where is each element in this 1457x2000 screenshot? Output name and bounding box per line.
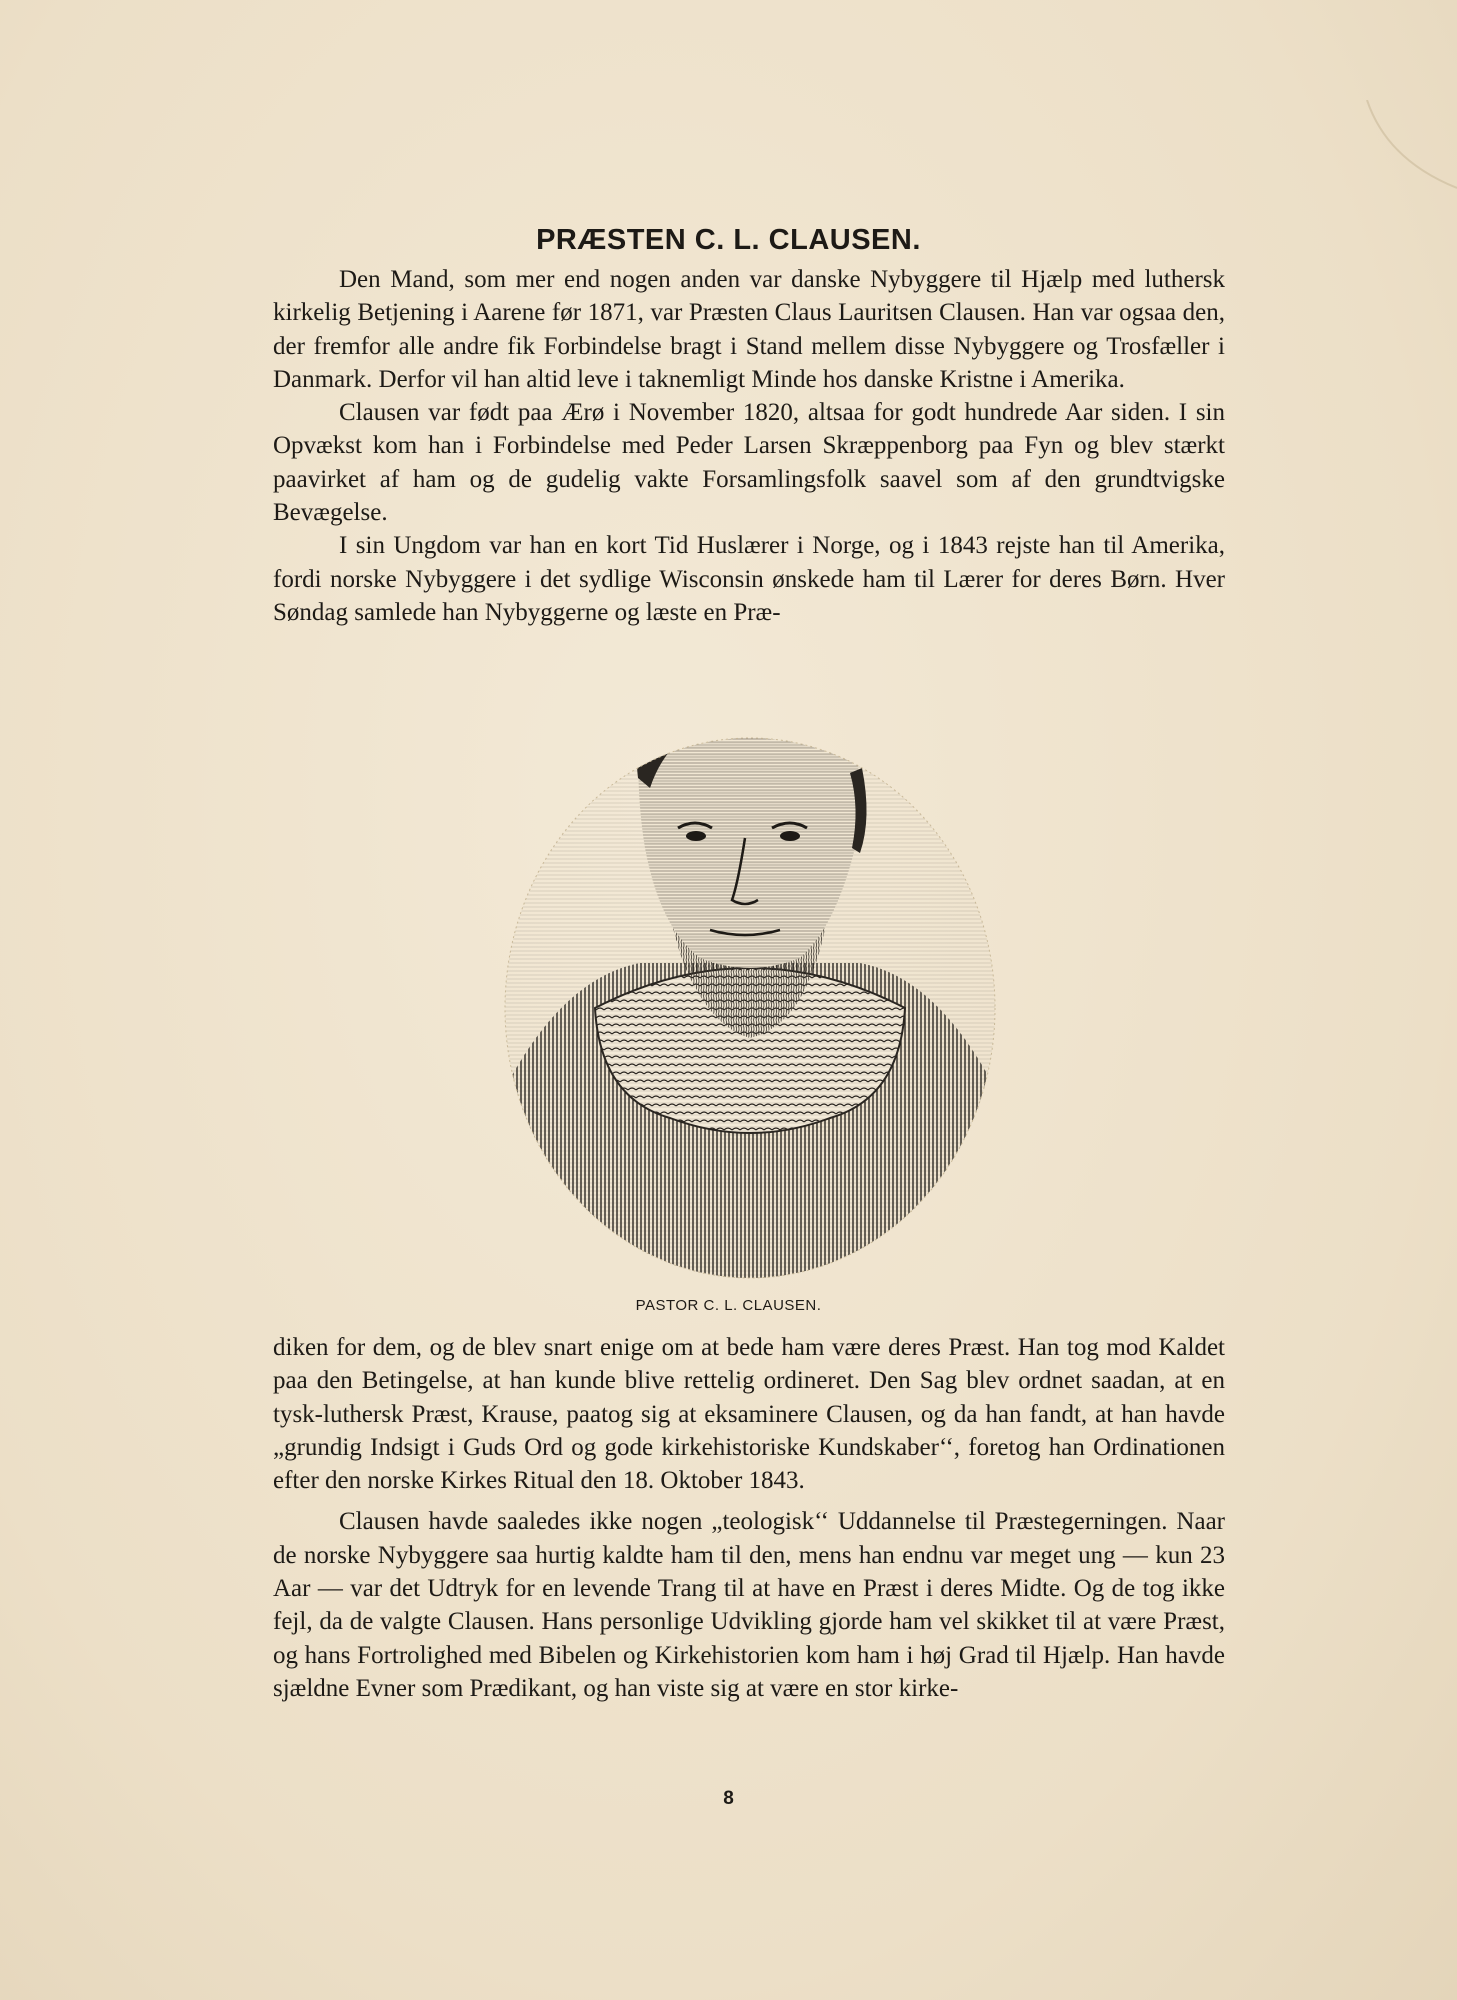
folded-corner-mark [1347,100,1457,190]
paragraph: I sin Ungdom var han en kort Tid Huslærer i Norge, og i 1843 rejste han til Amerika, fordi norske Nybyggere i det sydlige Wisconsin ønskede ham til Lærer for deres Børn. Hver Søndag samlede han Nybyggerne og læste en Præ- [273,532,1225,626]
figure-caption: PASTOR C. L. CLAUSEN. [635,1297,822,1314]
page-number: 8 [723,1788,734,1809]
paragraph: Clausen var født paa Ærø i November 1820, altsaa for godt hundrede Aar siden. I sin Opvækst kom han i Forbindelse med Peder Larsen Skræppenborg paa Fyn og blev stærkt paavirket af ham og de gudelig vakte Forsamlingsfolk saavel som af den grundtvigske Bevægelse. [273,399,1225,527]
paragraph: diken for dem, og de blev snart enige om at bede ham være deres Præst. Han tog mod Kaldet paa den Betingelse, at han kunde blive rettelig ordineret. Den Sag blev ordnet saadan, at en tysk-luthersk Præst, Krause, paatog sig at eksaminere Clausen, og da han fandt, at han havde „grundig Indsigt i Guds Ord og gode kirkehistoriske Kundskaber‘‘, foretog han Ordinationen efter den norske Kirkes Ritual den 18. Oktober 1843. [273,1334,1225,1495]
paragraph: Clausen havde saaledes ikke nogen „teologisk‘‘ Uddannelse til Præstegerningen. Naar de norske Nybyggere saa hurtig kaldte ham til den, mens han endnu var meget ung — kun 23 Aar — var det Udtryk for en levende Trang til at have en Præst i deres Midte. Og de tog ikke fejl, da de valgte Clausen. Hans personlige Udvikling gjorde ham vel skikket til at være Præst, og hans Fortrolighed med Bibelen og Kirkehistorien kom ham i høj Grad til Hjælp. Han havde sjældne Evner som Prædikant, og han viste sig at være en stor kirke- [273,1508,1225,1702]
paragraph: Den Mand, som mer end nogen anden var danske Nybyggere til Hjælp med luthersk kirkelig Betjening i Aarene før 1871, var Præsten Claus Lauritsen Clausen. Han var ogsaa den, der fremfor alle andre fik Forbindelse bragt i Stand mellem disse Nybyggere og Trosfæller i Danmark. Derfor vil han altid leve i taknemligt Minde hos danske Kristne i Amerika. [273,266,1225,393]
article-title: PRÆSTEN C. L. CLAUSEN. [536,224,921,256]
portrait-engraving [500,678,1000,1280]
article-body-bottom [273,1331,1225,1705]
article-body-top [273,263,1225,629]
